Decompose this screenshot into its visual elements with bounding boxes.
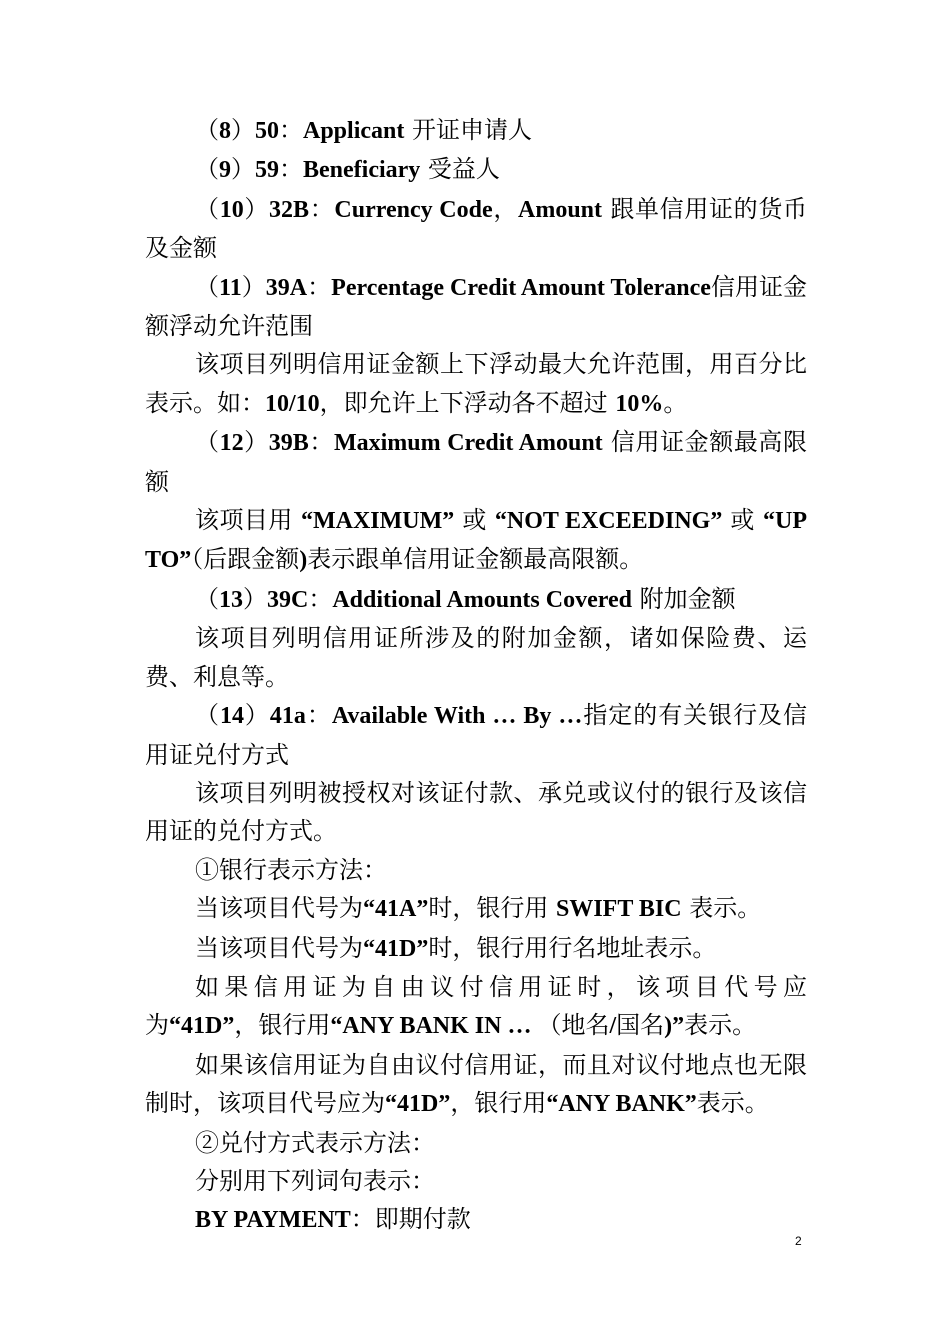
text-run: “UP TO” — [145, 508, 807, 574]
text-run: 跟单信用证的货币及金额 — [145, 194, 808, 263]
body-text — [145, 111, 807, 1240]
text-run: 。 — [663, 388, 688, 417]
text-run: 该项目列明被授权对该证付款、承兑或议付的银行及该信用证的兑付方式。 — [145, 778, 807, 846]
text-run: BY PAYMENT — [195, 1207, 351, 1234]
text-run: （ — [195, 155, 219, 184]
text-run: ： — [279, 116, 303, 144]
text-run: 10% — [615, 390, 664, 417]
text-run: 受益人 — [420, 155, 500, 184]
text-run: Maximum Credit Amount — [333, 430, 603, 457]
text-run: “MAXIMUM” — [300, 508, 455, 535]
text-run: Applicant — [303, 118, 405, 144]
text-run: 13 — [219, 586, 243, 613]
text-run: （ — [195, 272, 220, 301]
paragraph-item-11 — [145, 268, 807, 346]
text-run: “ANY BANK IN … — [330, 1013, 538, 1040]
text-run: SWIFT BIC — [555, 896, 682, 923]
paragraph-item-9 — [145, 150, 807, 189]
text-run: 10/10 — [265, 390, 320, 417]
text-run: （ — [195, 701, 220, 730]
paragraph-rule-free-negotiation — [145, 968, 807, 1046]
paragraph-item-12 — [145, 423, 807, 501]
text-run: 或 — [454, 506, 495, 535]
text-run: / — [609, 1013, 617, 1040]
text-run: 41a — [269, 703, 306, 730]
text-run: ，即允许上下浮动各不超过 — [319, 388, 616, 417]
text-run: ：即期付款 — [350, 1205, 471, 1234]
text-run: 表示。 — [684, 1011, 757, 1040]
text-run: Additional Amounts Covered — [332, 586, 632, 613]
paragraph-payment-method-intro — [145, 1162, 807, 1200]
text-run: ，银行用 — [234, 1011, 331, 1040]
text-run: （ — [195, 428, 220, 457]
text-run: 该项目用 — [195, 506, 301, 535]
text-run: Percentage Credit Amount Tolerance — [331, 274, 711, 301]
text-run: 该项目列明信用证所涉及的附加金额，诸如保险费、运费、利息等。 — [145, 624, 807, 691]
paragraph-item-11-desc — [145, 345, 807, 423]
paragraph-item-14-desc — [145, 774, 807, 851]
text-run: 39C — [267, 586, 309, 613]
text-run: “41D” — [169, 1013, 235, 1040]
text-run: Beneficiary — [303, 157, 421, 184]
paragraph-rule-41d — [145, 929, 807, 968]
paragraph-item-10 — [145, 190, 807, 268]
text-run: （ — [195, 584, 219, 613]
text-run: ， — [492, 194, 518, 223]
text-run: 50 — [255, 118, 279, 144]
text-run: ，银行用 — [450, 1089, 547, 1118]
text-run: “41D” — [363, 935, 429, 962]
text-run: 8 — [219, 118, 231, 144]
text-run: ） — [231, 116, 255, 144]
paragraph-bank-method-heading — [145, 851, 807, 889]
text-run: ) — [299, 547, 308, 574]
text-run: ） — [231, 155, 255, 184]
text-run: （ — [195, 194, 220, 223]
paragraph-item-12-desc — [145, 501, 807, 580]
paragraph-item-14 — [145, 696, 807, 774]
paragraph-by-payment — [145, 1200, 807, 1239]
text-run: 国名 — [616, 1011, 665, 1040]
text-run: “ANY BANK” — [546, 1091, 697, 1118]
text-run: ： — [305, 701, 332, 730]
paragraph-rule-any-bank — [145, 1046, 807, 1124]
text-run: “NOT EXCEEDING” — [494, 508, 723, 535]
text-run: 分别用下列词句表示： — [195, 1166, 435, 1195]
text-run: 59 — [255, 157, 279, 184]
text-run: ①银行表示方法： — [195, 855, 387, 884]
text-run: 当该项目代号为 — [195, 933, 363, 962]
page-number: 2 — [795, 1234, 802, 1248]
text-run: 表示。 — [696, 1089, 769, 1118]
paragraph-item-8 — [145, 111, 807, 150]
text-run: ： — [309, 194, 335, 223]
paragraph-item-13-desc — [145, 619, 807, 696]
text-run: 该项目列明信用证金额上下浮动最大允许范围，用百分比表示。如： — [145, 350, 807, 417]
text-run: 当该项目代号为 — [195, 894, 363, 923]
text-run: 14 — [219, 703, 244, 730]
text-run: （后跟金额 — [191, 545, 300, 574]
text-run: 如果信用证为自由议付信用证时，该项目代号应为 — [145, 972, 807, 1040]
text-run: 32B — [269, 196, 310, 223]
text-run: 开证申请人 — [404, 116, 532, 144]
text-run: “41A” — [363, 896, 429, 923]
text-run: 信用证金额最高限额 — [145, 428, 807, 496]
text-run: 时，银行用 — [428, 894, 556, 923]
text-run: 表示跟单信用证金额最高限额。 — [307, 545, 644, 574]
paragraph-payment-method-heading — [145, 1124, 807, 1162]
text-run: Amount — [518, 196, 603, 223]
text-run: 如果该信用证为自由议付信用证，而且对议付地点也无限制时，该项目代号应为 — [145, 1050, 807, 1118]
text-run: （地名 — [537, 1011, 610, 1040]
text-run: ） — [243, 584, 267, 613]
text-run: ②兑付方式表示方法： — [195, 1128, 435, 1157]
text-run: 附加金额 — [631, 584, 736, 613]
paragraph-item-13 — [145, 580, 807, 619]
text-run: ） — [243, 194, 270, 223]
text-run: 39B — [268, 430, 309, 457]
text-run: ） — [243, 428, 269, 457]
text-run: 10 — [219, 196, 244, 223]
text-run: 表示。 — [681, 894, 762, 923]
text-run: ： — [279, 155, 303, 184]
text-run: ） — [241, 272, 266, 301]
text-run: “41D” — [385, 1091, 451, 1118]
text-run: 指定的有关银行及信用证兑付方式 — [145, 701, 808, 769]
text-run: 39A — [265, 274, 308, 301]
text-run: 9 — [219, 157, 231, 184]
text-run: ： — [308, 584, 333, 613]
text-run: ） — [243, 701, 270, 730]
text-run: Available With … By … — [331, 703, 583, 730]
text-run: Currency Code — [334, 196, 493, 223]
paragraph-rule-41a — [145, 889, 807, 928]
text-run: ： — [307, 272, 332, 301]
text-run: 时，银行用行名地址表示。 — [428, 933, 717, 962]
text-run: （ — [195, 116, 219, 144]
text-run: ： — [308, 428, 334, 457]
text-run: )” — [664, 1013, 685, 1040]
text-run: 12 — [219, 430, 244, 457]
text-run: 信用证金额浮动允许范围 — [145, 272, 808, 341]
text-run: 或 — [722, 506, 763, 535]
text-run: 11 — [219, 274, 242, 301]
